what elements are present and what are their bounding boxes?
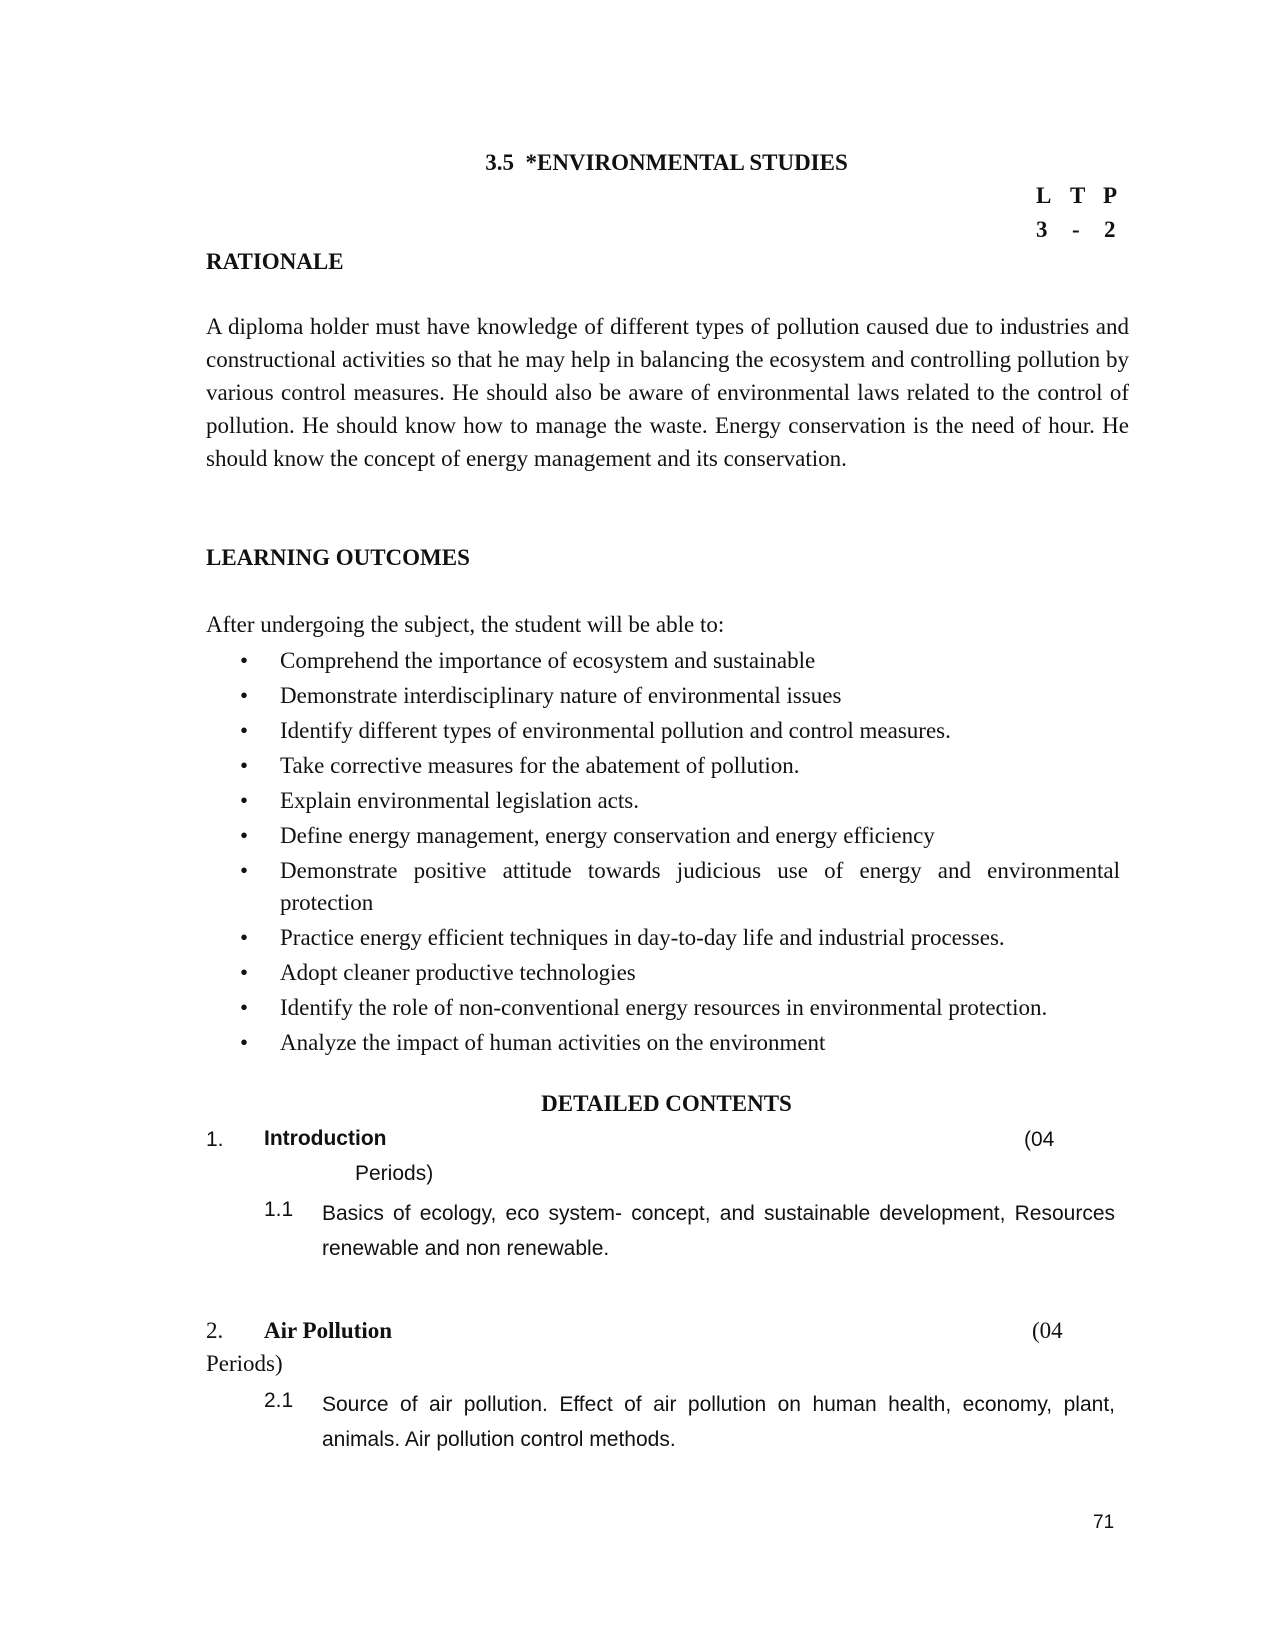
section-periods-close: Periods) [355, 1162, 434, 1185]
list-item [233, 785, 1120, 817]
ltp-value-practical: 2 [1104, 217, 1116, 242]
list-item [233, 715, 1120, 747]
list-item [233, 750, 1120, 782]
list-item-text: Practice energy efficient techniques in day-to-day life and industrial processes. [280, 925, 1005, 950]
subsection-text: Source of air pollution. Effect of air pollution on human health, economy, plant, animals. Air pollution control methods. [322, 1393, 1115, 1451]
list-item [233, 992, 1120, 1024]
bullet-icon: • [240, 925, 249, 950]
list-item [233, 680, 1120, 712]
bullet-icon: • [240, 858, 249, 883]
subsection-text: Basics of ecology, eco system- concept, and sustainable development, Resources renewable and non renewable. [322, 1202, 1115, 1260]
list-item [233, 645, 1120, 677]
list-item-text: Demonstrate interdisciplinary nature of environmental issues [280, 683, 842, 708]
bullet-icon: • [240, 718, 249, 743]
list-item [233, 855, 1120, 919]
rationale-heading: RATIONALE [206, 249, 344, 274]
list-item-text: Adopt cleaner productive technologies [280, 960, 636, 985]
ltp-header-lecture: L [1036, 183, 1052, 208]
learning-outcomes-list [233, 645, 1120, 1062]
section-periods-open: (04 [1024, 1128, 1055, 1151]
ltp-value-lecture: 3 [1036, 217, 1048, 242]
ltp-header-tutorial: T [1070, 183, 1086, 208]
bullet-icon: • [240, 960, 249, 985]
rationale-paragraph: A diploma holder must have knowledge of different types of pollution caused due to industries and constructional activities so that he may help in balancing the ecosystem and controlling pollution by various control measures. He should also be aware of environmental laws related to the control of pollution. He should know how to manage the waste. Energy conservation is the need of hour. He should know the concept of energy management and its conservation. [206, 314, 1129, 471]
list-item-text: Identify the role of non-conventional energy resources in environmental protection. [280, 995, 1048, 1020]
page-number: 71 [1093, 1512, 1115, 1533]
list-item-text: Define energy management, energy conservation and energy efficiency [280, 823, 935, 848]
bullet-icon: • [240, 753, 249, 778]
ltp-header-practical: P [1103, 183, 1118, 208]
bullet-icon: • [240, 683, 249, 708]
learning-outcomes-intro: After undergoing the subject, the student will be able to: [206, 612, 725, 637]
subsection-number: 1.1 [264, 1198, 294, 1221]
list-item-text: Identify different types of environmental pollution and control measures. [280, 718, 951, 743]
subsection-number: 2.1 [264, 1389, 294, 1412]
list-item [233, 922, 1120, 954]
list-item-text: Take corrective measures for the abatement of pollution. [280, 753, 800, 778]
list-item-text: Demonstrate positive attitude towards judicious use of energy and environmental protection [280, 858, 1120, 915]
bullet-icon: • [240, 1030, 249, 1055]
ltp-value-tutorial: - [1072, 217, 1080, 242]
list-item [233, 820, 1120, 852]
bullet-icon: • [240, 788, 249, 813]
section-number: 1. [206, 1128, 224, 1151]
document-title: 3.5 *ENVIRONMENTAL STUDIES [485, 150, 848, 175]
bullet-icon: • [240, 648, 249, 673]
list-item [233, 957, 1120, 989]
learning-outcomes-heading: LEARNING OUTCOMES [206, 545, 470, 570]
list-item [233, 1027, 1120, 1059]
section-title: Air Pollution [264, 1318, 393, 1343]
bullet-icon: • [240, 995, 249, 1020]
section-number: 2. [206, 1318, 224, 1343]
list-item-text: Explain environmental legislation acts. [280, 788, 639, 813]
list-item-text: Analyze the impact of human activities on the environment [280, 1030, 826, 1055]
section-periods-open: (04 [1032, 1318, 1063, 1343]
section-periods-close: Periods) [206, 1351, 283, 1376]
detailed-contents-heading: DETAILED CONTENTS [541, 1091, 792, 1116]
bullet-icon: • [240, 823, 249, 848]
section-title: Introduction [264, 1127, 387, 1150]
list-item-text: Comprehend the importance of ecosystem and sustainable [280, 648, 816, 673]
